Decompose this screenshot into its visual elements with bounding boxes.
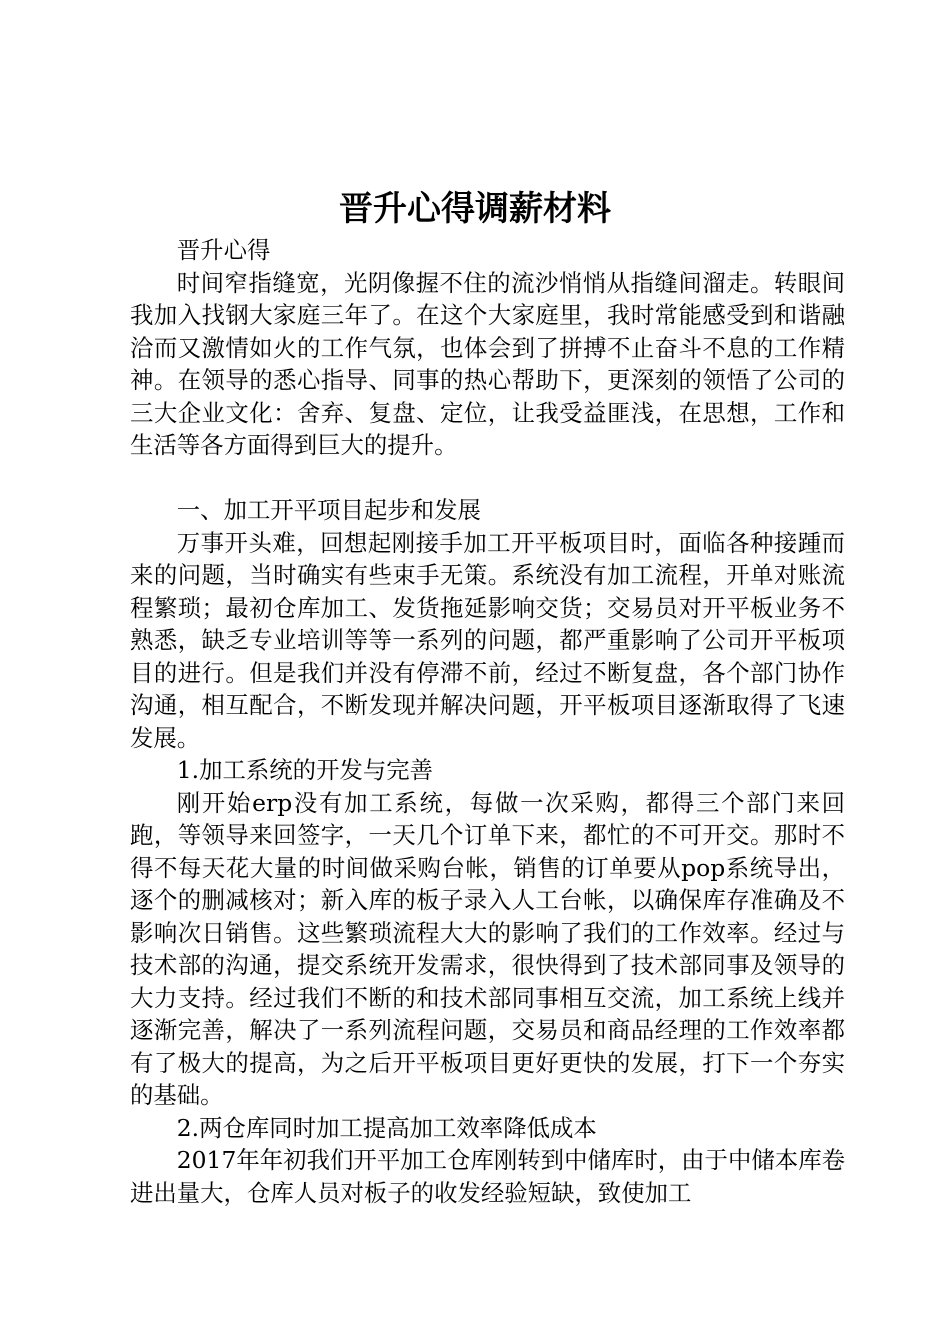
subheading-1-2: 2.两仓库同时加工提高加工效率降低成本 bbox=[176, 1113, 597, 1142]
paragraph-intro: 时间窄指缝宽，光阴像握不住的流沙悄悄从指缝间溜走。转眼间我加入找钢大家庭三年了。在这个大家庭里，我时常能感受到和谐融洽而又激情如火的工作气氛，也体会到了拼搏不止奋斗不息的工作精神。在领导的悉心指导、同事的热心帮助下，更深刻的领悟了公司的三大企业文化：舍弃、复盘、定位，让我受益匪浅，在思想，工作和生活等各方面得到巨大的提升。 bbox=[130, 268, 845, 459]
paragraph-subsection-1-1: 刚开始erp没有加工系统，每做一次采购，都得三个部门来回跑，等领导来回签字，一天几个订单下来，都忙的不可开交。那时不得不每天花大量的时间做采购台帐，销售的订单要从pop系统导出，逐个的删减核对；新入库的板子录入人工台帐，以确保库存准确及不影响次日销售。这些繁琐流程大大的影响了我们的工作效率。经过与技术部的沟通，提交系统开发需求，很快得到了技术部同事及领导的大力支持。经过我们不断的和技术部同事相互交流，加工系统上线并逐渐完善，解决了一系列流程问题，交易员和商品经理的工作效率都有了极大的提高，为之后开平板项目更好更快的发展，打下一个夯实的基础。 bbox=[130, 788, 845, 1109]
section-heading-1: 一、加工开平项目起步和发展 bbox=[176, 496, 481, 524]
paragraph-subsection-1-2: 2017年年初我们开平加工仓库刚转到中储库时，由于中储本库卷进出量大，仓库人员对板子的收发经验短缺，致使加工 bbox=[130, 1146, 845, 1207]
paragraph-heading-promotion: 晋升心得 bbox=[176, 236, 271, 264]
subheading-1-1: 1.加工系统的开发与完善 bbox=[176, 756, 434, 784]
document-body bbox=[130, 234, 845, 1209]
paragraph-section-1: 万事开头难，回想起刚接手加工开平板项目时，面临各种接踵而来的问题，当时确实有些束手无策。系统没有加工流程，开单对账流程繁琐；最初仓库加工、发货拖延影响交货；交易员对开平板业务不熟悉，缺乏专业培训等等一系列的问题，都严重影响了公司开平板项目的进行。但是我们并没有停滞不前，经过不断复盘，各个部门协作沟通，相互配合，不断发现并解决问题，开平板项目逐渐取得了飞速发展。 bbox=[130, 528, 845, 752]
document-title: 晋升心得调薪材料 bbox=[339, 189, 611, 229]
